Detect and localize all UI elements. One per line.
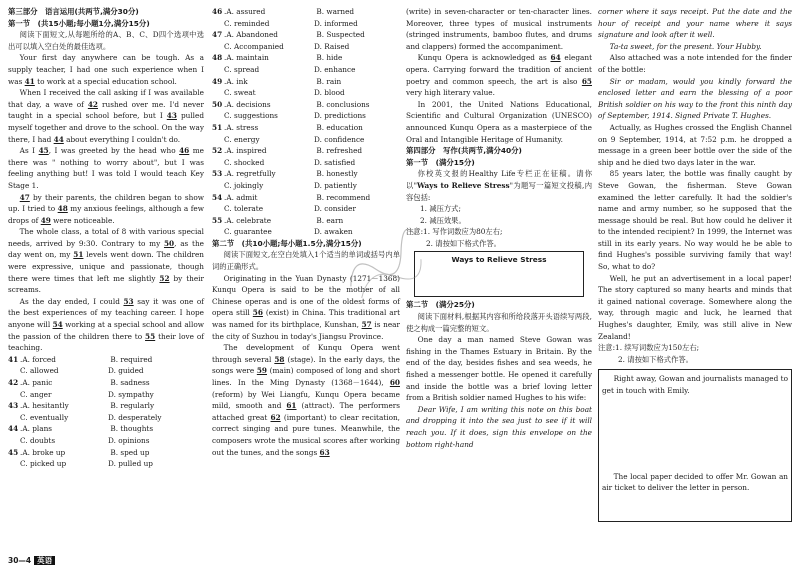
passage-paragraph: 85 years later, the bottle was finally caught by Steve Gowan, the fisherman. Steve Gowan examined the letter carefully. It had the soldier's name and army number, so he supposed that the message should be real. But how could he deliver it to the intended recipient? In 1999, the Internet was still in its early years. No way would he be able to find Hughes's possible surviving family that way! So, what to do? [598,169,792,272]
section-title: 第一节 (满分15分) [406,157,475,167]
passage-paragraph: Your first day anywhere can be tough. As a supply teacher, I had one such experience when I was 41 to work at a special education school. [8,53,204,86]
part-title: 第四部分 写作(共两节,满分40分) [406,146,522,156]
letter-text: corner where it says receipt. Put the date and the hour of receipt and your name where it says signature and look after it well. [598,7,792,40]
passage-paragraph: When I received the call asking if I was available that day, a wave of 42 rushed over me. I'd never taught in a special school before, but I 43 pulled myself together and drove to the school. On the way there, I had 44 about everything I couldn't do. [8,88,204,144]
note: 注意:1. 写作词数应为80左右; [406,227,503,237]
instructions: 阅读下面材料,根据其内容和所给段落开头语续写两段,使之构成一篇完整的短文。 [406,312,592,333]
passage-paragraph: The development of Kunqu Opera went through several 58 (stage). In the early days, the songs were 59 (main) composed of long and short lines. In the Ming Dynasty (1368－1644), 60 (reform) by Wei Liangfu, Kunqu Opera became mild, smooth and 61 (attract). The performers attached great 62 (important) to clear recitation, correct singing and pure tunes. Meanwhile, the composers wrote the musical scores after working out the tunes, and the songs 63 [212,343,401,457]
question-options: 50 . A. decisions B. conclusions C. suggestions D. predictions [212,99,370,121]
question-options: 41 . A. forced B. required C. allowed D. guided [8,354,153,376]
column-4 [598,6,792,522]
passage-paragraph: In 2001, the United Nations Educational, Scientific and Cultural Organization (UNESCO) announced Kunqu Opera as a masterpiece of the Oral and Intangible Heritage of Humanity. [406,99,592,144]
note: 2. 请按如下格式作答。 [618,354,693,364]
passage-paragraph: The whole class, a total of 8 with various special needs, arrived by 9:30. Contrary to my 50, as the day went on, my 51 levels went down. The children were expressive, unique and passionate, though there were times that left me slightly 52 by their screams. [8,227,204,295]
column-3 [406,6,592,450]
question-options: 43 . A. hesitantly B. regularly C. eventually D. desperately [8,401,162,422]
letter-text: Dear Wife, I am writing this note on this boat and dropping it into the sea just to see if it will reach you. If it does, sign this envelope on the bottom right-hand [406,404,592,449]
question-options: 52 . A. inspired B. refreshed C. shocked D. satisfied [212,146,363,167]
question-options: 51 . A. stress B. education C. energy D. confidence [212,122,365,144]
passage-paragraph: As the day ended, I could 53 say it was one of the best experiences of my teaching career. I hope anyone will 54 working at a special school and allow the passion of the children there to 55 their love of teaching. [8,296,204,353]
question-options: 53 . A. regretfully B. honestly C. jokingly D. patiently [212,169,358,190]
continuation-opening-1: Right away, Gowan and journalists managed to get in touch with Emily. [602,374,788,395]
point-2: 2. 减压效果。 [420,215,466,225]
question-options: 55 . A. celebrate B. earn C. guarantee D. awaken [212,215,353,237]
note: 2. 请按如下格式作答。 [426,238,501,248]
passage-paragraph: 47 by their parents, the children began to show up. I tried to 48 my anxious feelings, although a few drops of 49 were noticeable. [8,192,204,225]
section-title: 第二节 (满分25分) [406,300,475,310]
question-options: 45 . A. broke up B. sped up C. picked up D. pulled up [8,447,153,469]
subject-tag: 英语 [34,556,55,565]
passage-paragraph: Kunqu Opera is acknowledged as 64 elegant opera. Carrying forward the tradition of ancient poetry and common speech, the art is also 65 very high literary value. [406,53,592,98]
section-title: 第一节 (共15小题;每小题1分,满分15分) [8,18,150,28]
column-1 [8,6,204,470]
passage-paragraph: Originating in the Yuan Dynasty (1271－1368) Kunqu Opera is said to be the mother of all Chinese operas and is one of the oldest forms of opera still 56 (exist) in China. This traditional art was named for its birthplace, Kunshan, 57 is near the city of Suzhou in today's Jiangsu Province. [212,273,400,341]
question-options: 54 . A. admit B. recommend C. tolerate D. consider [212,192,371,214]
point-1: 1. 减压方式; [420,204,461,214]
question-options: 49 . A. ink B. rain C. sweat D. blood [212,76,345,98]
instructions: 阅读下面短文,从每题所给的A、B、C、D四个选项中选出可以填入空白处的最佳选项。 [8,30,204,51]
question-options: 46 . A. assured B. warned C. reminded D. informed [212,7,358,28]
note: 注意:1. 续写词数应为150左右; [598,343,700,353]
passage-paragraph: One day a man named Steve Gowan was fishing in the Thames Estuary in Britain. By the end of the day, besides fishes and sea weeds, he fished a messenger bottle. He opened it carefully and inside the bottle was a brief loving letter from a British soldier named Hughes to his wife: [406,335,592,403]
passage-paragraph: Actually, as Hughes crossed the English Channel on 9 September, 1914, at 7:52 p.m. he dropped a message in a green beer bottle over the side of the ship and he died two days later in the war. [598,122,792,167]
answer-box[interactable] [414,251,584,297]
question-options: 48 . A. maintain B. hide C. spread D. enhance [212,53,356,74]
letter-signoff: Ta-ta sweet, for the present. Your Hubby. [609,41,762,51]
passage-paragraph: (write) in seven-character or ten-character lines. Moreover, three types of musical instruments (stringed instruments, bamboo flutes, and drums and clappers) formed the accompaniment. [406,7,592,51]
passage-paragraph: Also attached was a note intended for the finder of the bottle: [598,53,792,74]
continuation-opening-2: The local paper decided to offer Mr. Gowan an air ticket to deliver the letter in person. [602,471,788,493]
page-number: 30—4 [8,556,32,565]
column-2 [212,6,400,458]
part-title: 第三部分 语言运用(共两节,满分30分) [8,7,139,16]
instructions: 你校英文报的Healthy Life专栏正在征稿。请你以"Ways to Relieve Stress"为题写一篇短文投稿,内容包括: [406,169,592,202]
section-title: 第二节 (共10小题;每小题1.5分,满分15分) [212,238,362,248]
question-options: 42 . A. panic B. sadness C. anger D. sympathy [8,378,154,399]
question-options: 44 . A. plans B. thoughts C. doubts D. opinions [8,424,154,445]
answer-box-title: Ways to Relieve Stress [451,255,547,265]
options-list [212,6,400,238]
continuation-answer-box[interactable] [598,369,792,522]
passage-paragraph: As I 45, I was greeted by the head who 46 me there was " nothing to worry about", but I was feeling anything but! I was told I would teach Key Stage 1. [8,146,205,190]
instructions: 阅读下面短文,在空白处填入1个适当的单词或括号内单词的正确形式。 [212,250,400,272]
passage-paragraph: Well, he put an advertisement in a local paper! The story captured so many hearts and minds that it gained national coverage. Somewhere along the way, through magic and luck, he learned that Hughes's daughter, Emily, was still alive in New Zealand! [598,273,792,341]
note-text: Sir or madam, would you kindly forward the enclosed letter and earn the blessing of a poor British soldier on his way to the front this ninth day of September, 1914. Signed Private T. Hughes. [598,76,792,121]
options-list [8,354,204,470]
page-footer [8,555,55,566]
question-options: 47 . A. Abandoned B. Suspected C. Accompanied D. Raised [212,30,365,51]
